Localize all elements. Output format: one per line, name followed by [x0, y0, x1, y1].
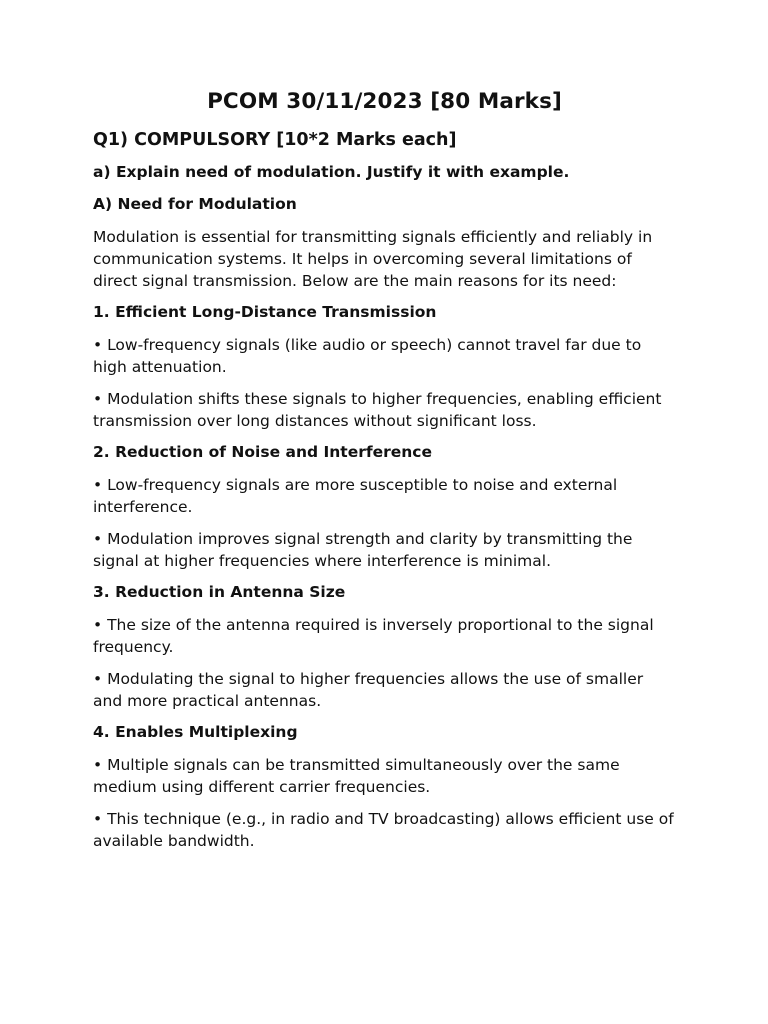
section-heading: 3. Reduction in Antenna Size — [93, 583, 346, 601]
document-title: PCOM 30/11/2023 [80 Marks] — [207, 89, 562, 114]
bullet-item: • Modulation shifts these signals to higher frequencies, enabling efficient transmission over long distances without significant loss. — [93, 390, 662, 430]
intro-paragraph: Modulation is essential for transmitting signals efficiently and reliably in communication systems. It helps in overcoming several limitations of direct signal transmission. Below are the main reasons for its need: — [93, 228, 653, 290]
bullet-item: • The size of the antenna required is inversely proportional to the signal frequency. — [93, 616, 654, 656]
bullet-item: • Modulating the signal to higher frequencies allows the use of smaller and more practical antennas. — [93, 670, 644, 710]
section-4 — [93, 722, 676, 852]
part-a-heading: a) Explain need of modulation. Justify it with example. — [93, 163, 570, 181]
section-3 — [93, 582, 676, 712]
section-heading: 1. Efficient Long-Distance Transmission — [93, 303, 437, 321]
section-1 — [93, 302, 676, 432]
bullet-item: • This technique (e.g., in radio and TV broadcasting) allows efficient use of available bandwidth. — [93, 810, 674, 850]
answer-heading: A) Need for Modulation — [93, 195, 297, 213]
bullet-item: • Modulation improves signal strength and clarity by transmitting the signal at higher frequencies where interference is minimal. — [93, 530, 633, 570]
question-heading: Q1) COMPULSORY [10*2 Marks each] — [93, 130, 457, 150]
section-heading: 4. Enables Multiplexing — [93, 723, 298, 741]
bullet-item: • Multiple signals can be transmitted simultaneously over the same medium using different carrier frequencies. — [93, 756, 620, 796]
bullet-item: • Low-frequency signals (like audio or speech) cannot travel far due to high attenuation. — [93, 336, 642, 376]
section-heading: 2. Reduction of Noise and Interference — [93, 443, 432, 461]
bullet-item: • Low-frequency signals are more susceptible to noise and external interference. — [93, 476, 618, 516]
section-2 — [93, 442, 676, 572]
